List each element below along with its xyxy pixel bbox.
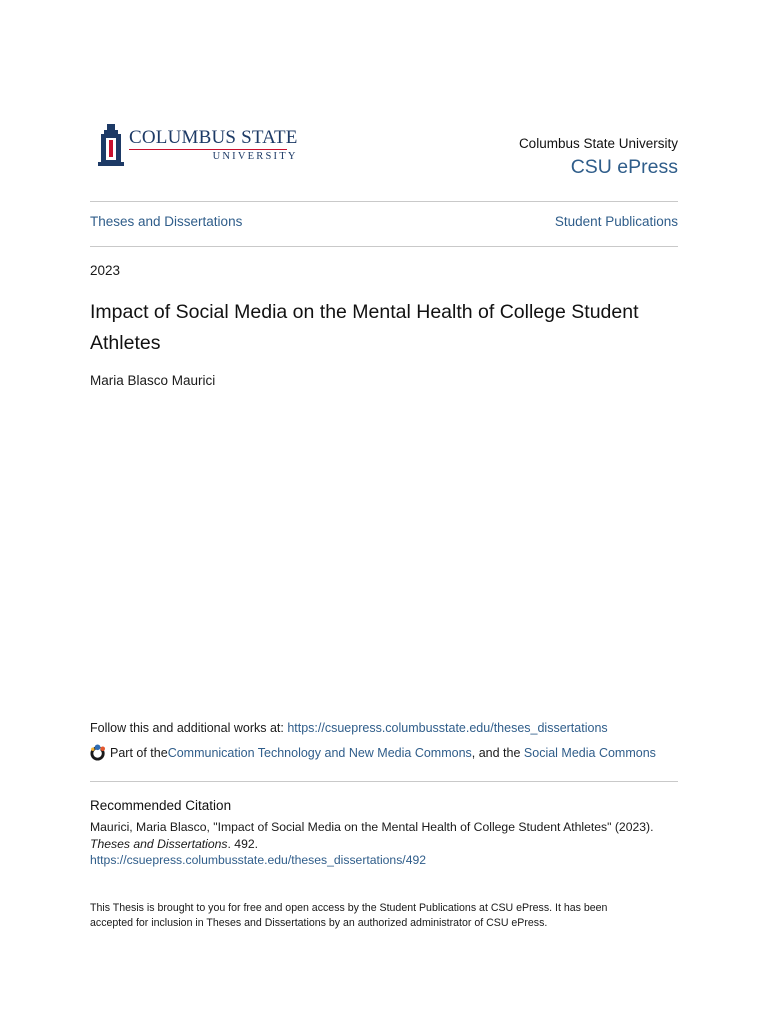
cover-page — [90, 0, 678, 1024]
citation-url-link[interactable]: https://csuepress.columbusstate.edu/theses_dissertations/492 — [90, 853, 427, 867]
institution-block — [519, 136, 678, 179]
citation-text: Maurici, Maria Blasco, "Impact of Social Media on the Mental Health of College Student Athletes" (2023). — [90, 820, 654, 834]
document-title: Impact of Social Media on the Mental Health of College Student Athletes — [90, 301, 639, 354]
part-of-separator: , and the — [471, 745, 524, 760]
header — [90, 118, 678, 180]
divider — [90, 201, 678, 202]
citation-block — [90, 819, 678, 869]
follow-label: Follow this and additional works at: — [90, 721, 288, 735]
student-publications-link[interactable]: Student Publications — [554, 214, 678, 229]
citation-heading: Recommended Citation — [90, 798, 232, 813]
access-statement: This Thesis is brought to you for free and open access by the Student Publications at CSU ePress. It has been accepted for inclusion in Theses and Dissertations by an authorized administrator of CSU ePress. — [90, 902, 608, 929]
author-name: Maria Blasco Maurici — [90, 373, 216, 388]
divider — [90, 246, 678, 247]
follow-line — [90, 721, 608, 735]
collection-url-link[interactable]: https://csuepress.columbusstate.edu/theses_dissertations — [287, 721, 608, 735]
citation-series-line — [90, 836, 678, 853]
logo-subtitle: UNIVERSITY — [212, 150, 298, 162]
part-of-prefix: Part of the — [110, 745, 168, 760]
publication-year: 2023 — [90, 263, 121, 278]
theses-link[interactable]: Theses and Dissertations — [90, 214, 243, 229]
logo-divider — [129, 149, 287, 150]
institution-name: Columbus State University — [518, 136, 678, 151]
part-of-line — [90, 744, 656, 761]
divider — [90, 781, 678, 782]
university-logo[interactable] — [98, 124, 298, 166]
citation-number: . 492. — [227, 836, 259, 851]
social-media-commons-link[interactable]: Social Media Commons — [523, 745, 656, 760]
citation-series: Theses and Dissertations — [90, 836, 228, 851]
communication-commons-link[interactable]: Communication Technology and New Media Commons — [167, 745, 472, 760]
press-link[interactable]: CSU ePress — [570, 156, 678, 178]
logo-title: COLUMBUS STATE — [129, 126, 298, 148]
tower-logo-icon — [98, 124, 124, 166]
commons-icon — [90, 744, 107, 761]
